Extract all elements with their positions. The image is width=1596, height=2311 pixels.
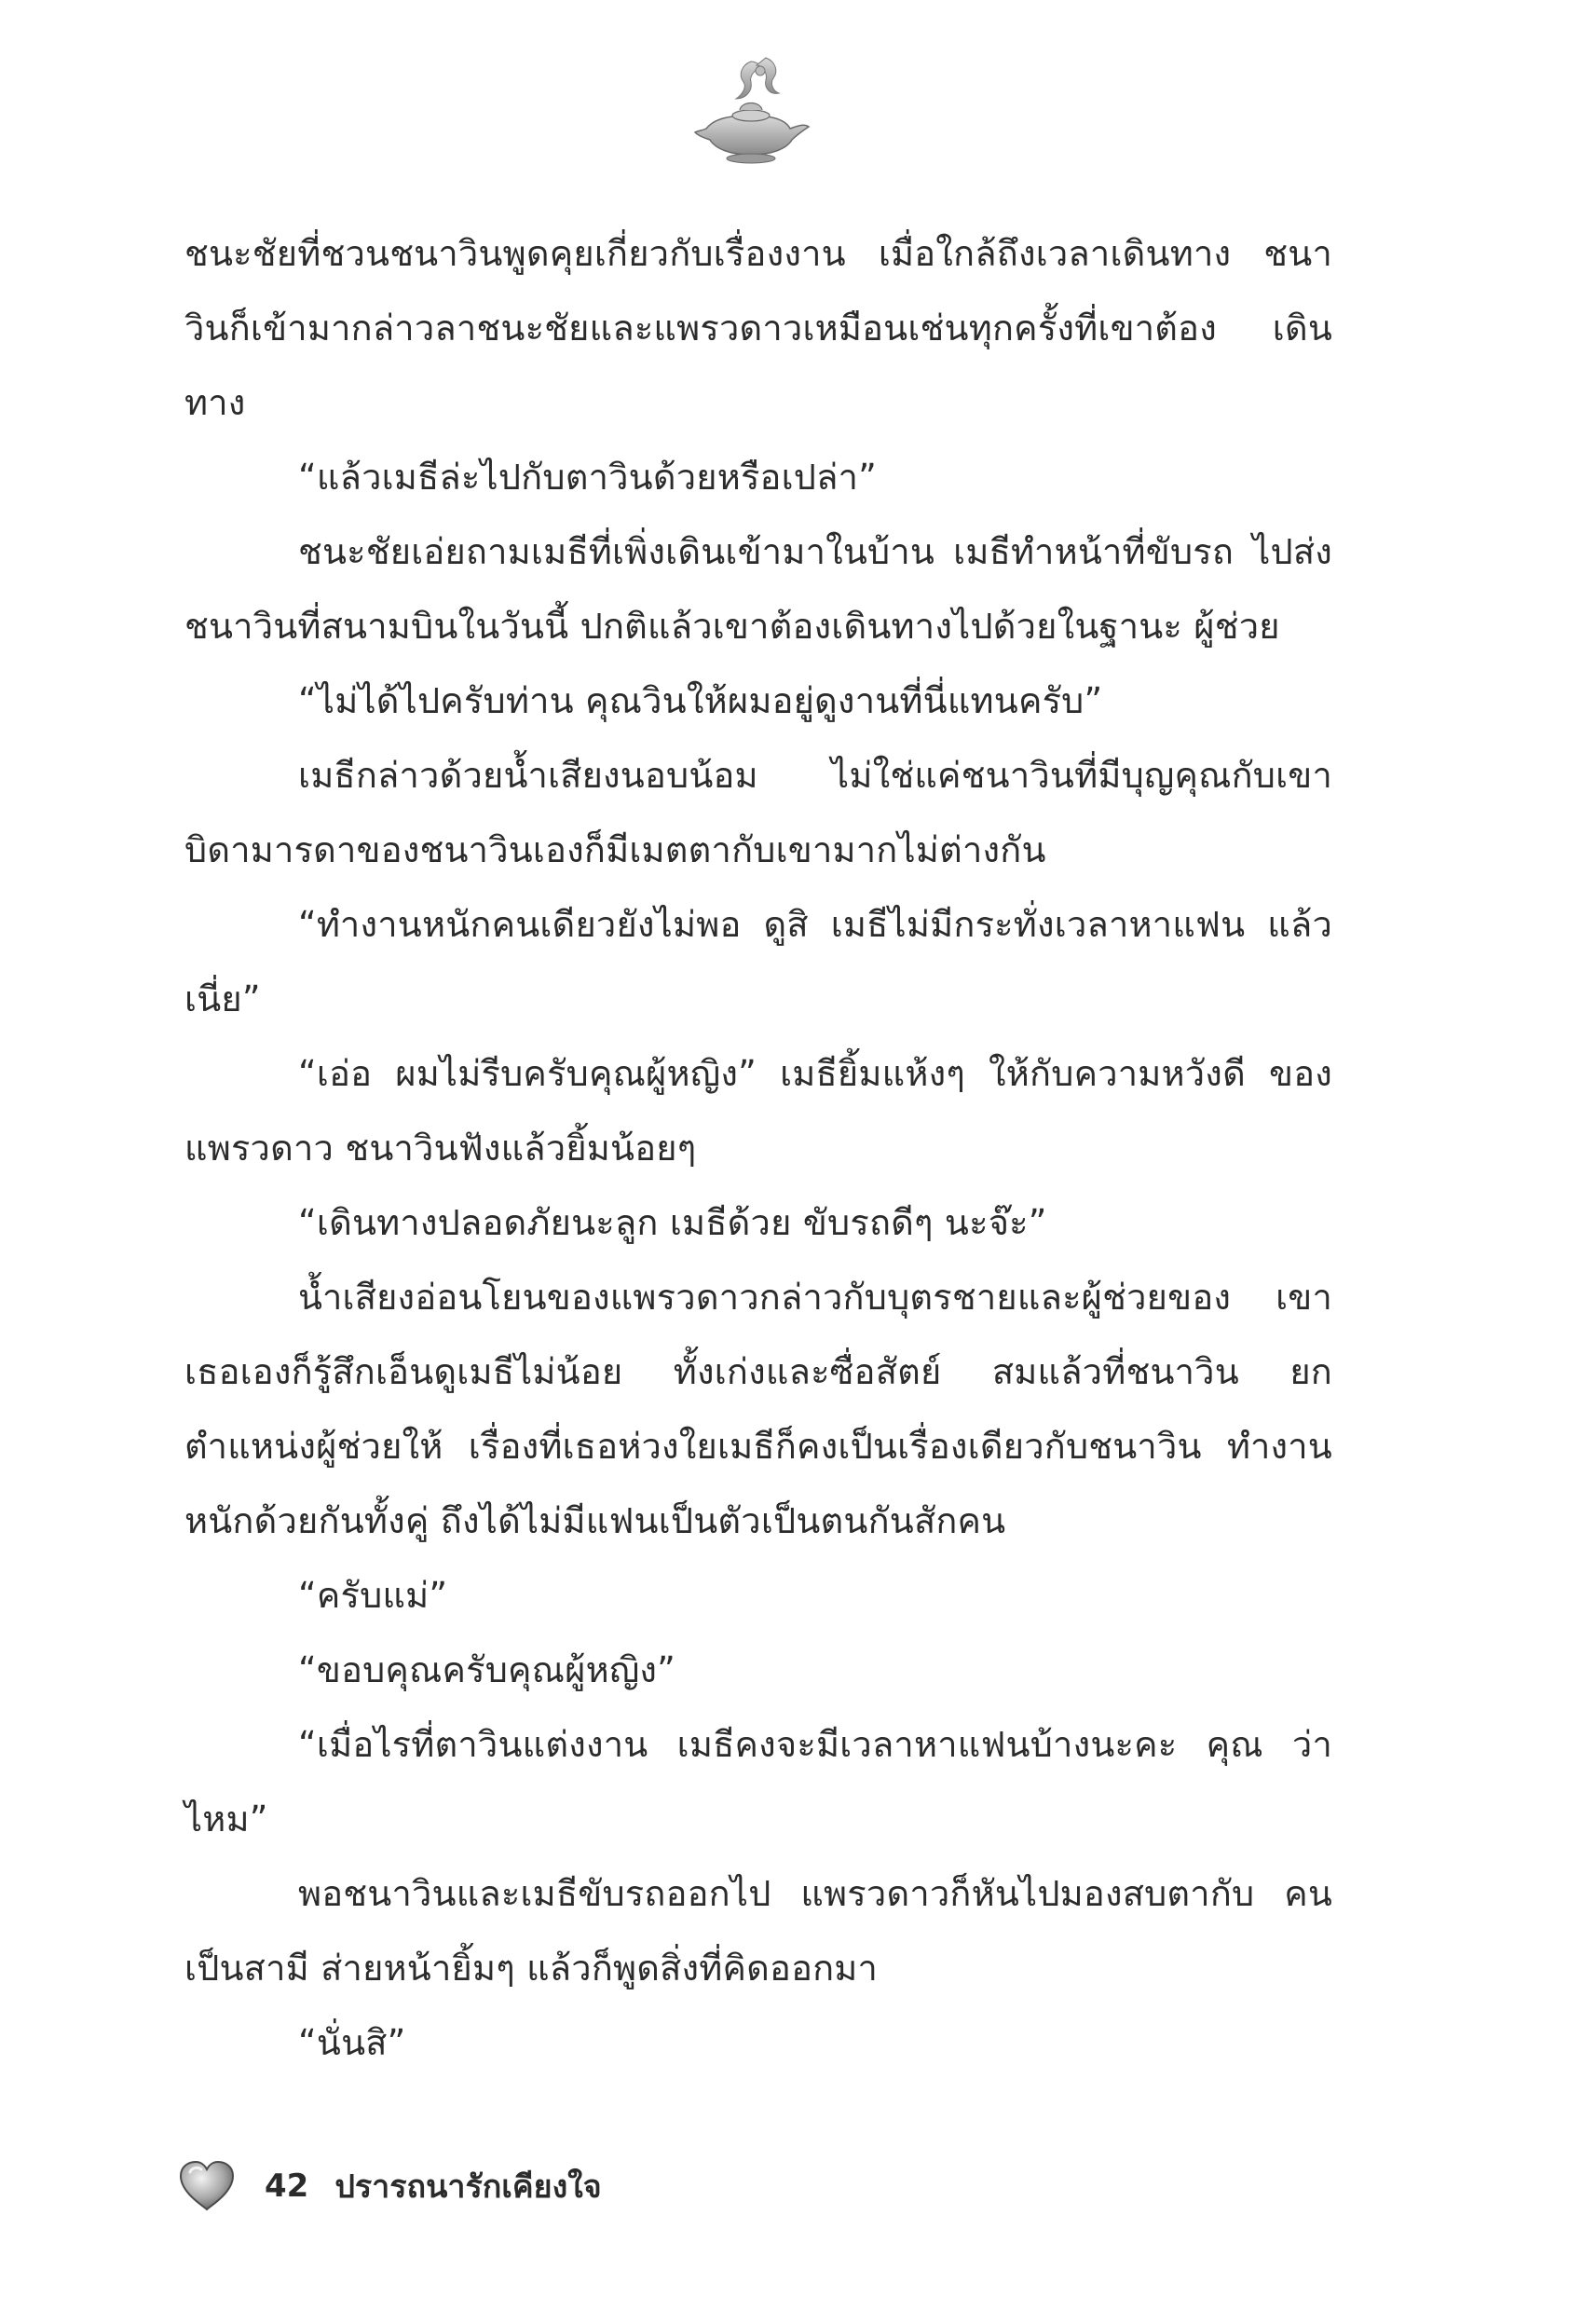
paragraph: เมธีกล่าวด้วยน้ำเสียงนอบน้อม ไม่ใช่แค่ชนาวินที่มีบุญคุณกับเขา บิดามารดาของชนาวินเองก็มีเมตตากับเขามากไม่ต่างกัน xyxy=(184,755,1332,870)
page-footer xyxy=(177,2158,602,2214)
paragraph: ชนะชัยเอ่ยถามเมธีที่เพิ่งเดินเข้ามาในบ้าน เมธีทำหน้าที่ขับรถ ไปส่งชนาวินที่สนามบินในวันนี้ ปกติแล้วเขาต้องเดินทางไปด้วยในฐานะ ผู้ช่วย xyxy=(184,531,1332,647)
paragraph: “เอ่อ ผมไม่รีบครับคุณผู้หญิง” เมธียิ้มแห้งๆ ให้กับความหวังดี ของแพรวดาว ชนาวินฟังแล้วยิ้มน้อยๆ xyxy=(184,1053,1332,1169)
paragraph: “ครับแม่” xyxy=(298,1575,448,1616)
paragraph: ชนะชัยที่ชวนชนาวินพูดคุยเกี่ยวกับเรื่องงาน เมื่อใกล้ถึงเวลาเดินทาง ชนาวินก็เข้ามากล่าวลาชนะชัยและแพรวดาวเหมือนเช่นทุกครั้งที่เขาต้อง เดินทาง xyxy=(184,233,1332,423)
teapot-genie-icon xyxy=(686,54,816,166)
book-title: ปรารถนารักเคียงใจ xyxy=(334,2168,602,2206)
paragraph: “เมื่อไรที่ตาวินแต่งงาน เมธีคงจะมีเวลาหาแฟนบ้างนะคะ คุณ ว่าไหม” xyxy=(184,1724,1332,1839)
paragraph: “ทำงานหนักคนเดียวยังไม่พอ ดูสิ เมธีไม่มีกระทั่งเวลาหาแฟน แล้วเนี่ย” xyxy=(184,904,1332,1019)
paragraph: “นั่นสิ” xyxy=(298,2022,406,2063)
paragraph: “ไม่ได้ไปครับท่าน คุณวินให้ผมอยู่ดูงานที่นี่แทนครับ” xyxy=(298,680,1103,721)
page-number: 42 xyxy=(265,2167,309,2205)
paragraph: “เดินทางปลอดภัยนะลูก เมธีด้วย ขับรถดีๆ นะจ๊ะ” xyxy=(298,1202,1047,1243)
paragraph: “แล้วเมธีล่ะไปกับตาวินด้วยหรือเปล่า” xyxy=(298,457,878,498)
paragraph: พอชนาวินและเมธีขับรถออกไป แพรวดาวก็หันไปมองสบตากับ คนเป็นสามี ส่ายหน้ายิ้มๆ แล้วก็พูดสิ่งที่คิดออกมา xyxy=(184,1873,1332,1989)
paragraph: น้ำเสียงอ่อนโยนของแพรวดาวกล่าวกับบุตรชายและผู้ช่วยของ เขา เธอเองก็รู้สึกเอ็นดูเมธีไม่น้อย ทั้งเก่งและซื่อสัตย์ สมแล้วที่ชนาวิน ยกตำแหน่งผู้ช่วยให้ เรื่องที่เธอห่วงใยเมธีก็คงเป็นเรื่องเดียวกับชนาวิน ทำงานหนักด้วยกันทั้งคู่ ถึงได้ไม่มีแฟนเป็นตัวเป็นตนกันสักคน xyxy=(184,1277,1332,1541)
paragraph: “ขอบคุณครับคุณผู้หญิง” xyxy=(298,1649,676,1690)
heart-icon xyxy=(177,2159,237,2213)
story-body xyxy=(184,216,1332,2080)
